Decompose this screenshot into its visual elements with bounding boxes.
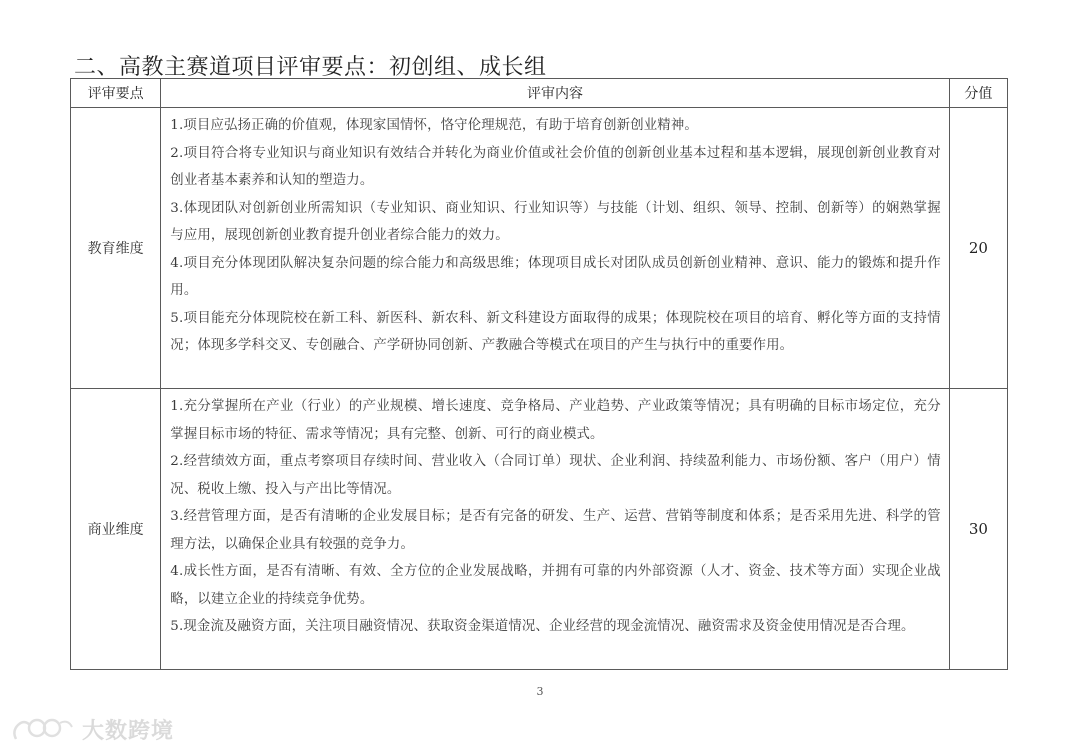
point-cell: 教育维度 [71,108,161,389]
criteria-item: 1.项目应弘扬正确的价值观，体现家国情怀，恪守伦理规范，有助于培育创新创业精神。 [170,118,698,133]
criteria-item: 2.经营绩效方面，重点考察项目存续时间、营业收入（合同订单）现状、企业利润、持续盈利能力、市场份额、客户（用户）情况、税收上缴、投入与产出比等情况。 [170,454,941,497]
criteria-item: 4.成长性方面，是否有清晰、有效、全方位的企业发展战略，并拥有可靠的内外部资源（人才、资金、技术等方面）实现企业战略，以建立企业的持续竞争优势。 [170,564,941,607]
page-title: 二、高教主赛道项目评审要点：初创组、成长组 [74,55,547,80]
watermark-text: 大数跨境 [82,719,175,744]
criteria-item: 5.项目能充分体现院校在新工科、新医科、新农科、新文科建设方面取得的成果；体现院校在项目的培育、孵化等方面的支持情况；体现多学科交叉、专创融合、产学研协同创新、产教融合等模式在项目的产生与执行中的重要作用。 [170,310,941,353]
point-cell: 商业维度 [71,389,161,670]
criteria-item: 5.现金流及融资方面，关注项目融资情况、获取资金渠道情况、企业经营的现金流情况、融资需求及资金使用情况是否合理。 [170,619,915,634]
table-row-education [71,108,1008,389]
review-table [70,78,1008,670]
score-cell: 20 [949,108,1007,389]
header-score: 分值 [949,79,1007,108]
header-content: 评审内容 [161,79,950,108]
criteria-item: 1.充分掌握所在产业（行业）的产业规模、增长速度、竞争格局、产业趋势、产业政策等情况；具有明确的目标市场定位，充分掌握目标市场的特征、需求等情况；具有完整、创新、可行的商业模式。 [170,399,941,442]
criteria-item: 4.项目充分体现团队解决复杂问题的综合能力和高级思维；体现项目成长对团队成员创新创业精神、意识、能力的锻炼和提升作用。 [170,255,941,298]
criteria-item: 2.项目符合将专业知识与商业知识有效结合并转化为商业价值或社会价值的创新创业基本过程和基本逻辑，展现创新创业教育对创业者基本素养和认知的塑造力。 [170,145,941,188]
header-point: 评审要点 [71,79,161,108]
bubble-logo-icon [10,715,78,745]
table-header-row [71,79,1008,108]
content-cell [161,108,950,389]
criteria-item: 3.经营管理方面，是否有清晰的企业发展目标；是否有完备的研发、生产、运营、营销等制度和体系；是否采用先进、科学的管理方法，以确保企业具有较强的竞争力。 [170,509,941,552]
watermark [10,714,174,745]
content-cell [161,389,950,670]
page-number: 3 [536,685,544,698]
criteria-item: 3.体现团队对创新创业所需知识（专业知识、商业知识、行业知识等）与技能（计划、组织、领导、控制、创新等）的娴熟掌握与应用，展现创新创业教育提升创业者综合能力的效力。 [170,200,941,243]
score-cell: 30 [949,389,1007,670]
table-row-business [71,389,1008,670]
